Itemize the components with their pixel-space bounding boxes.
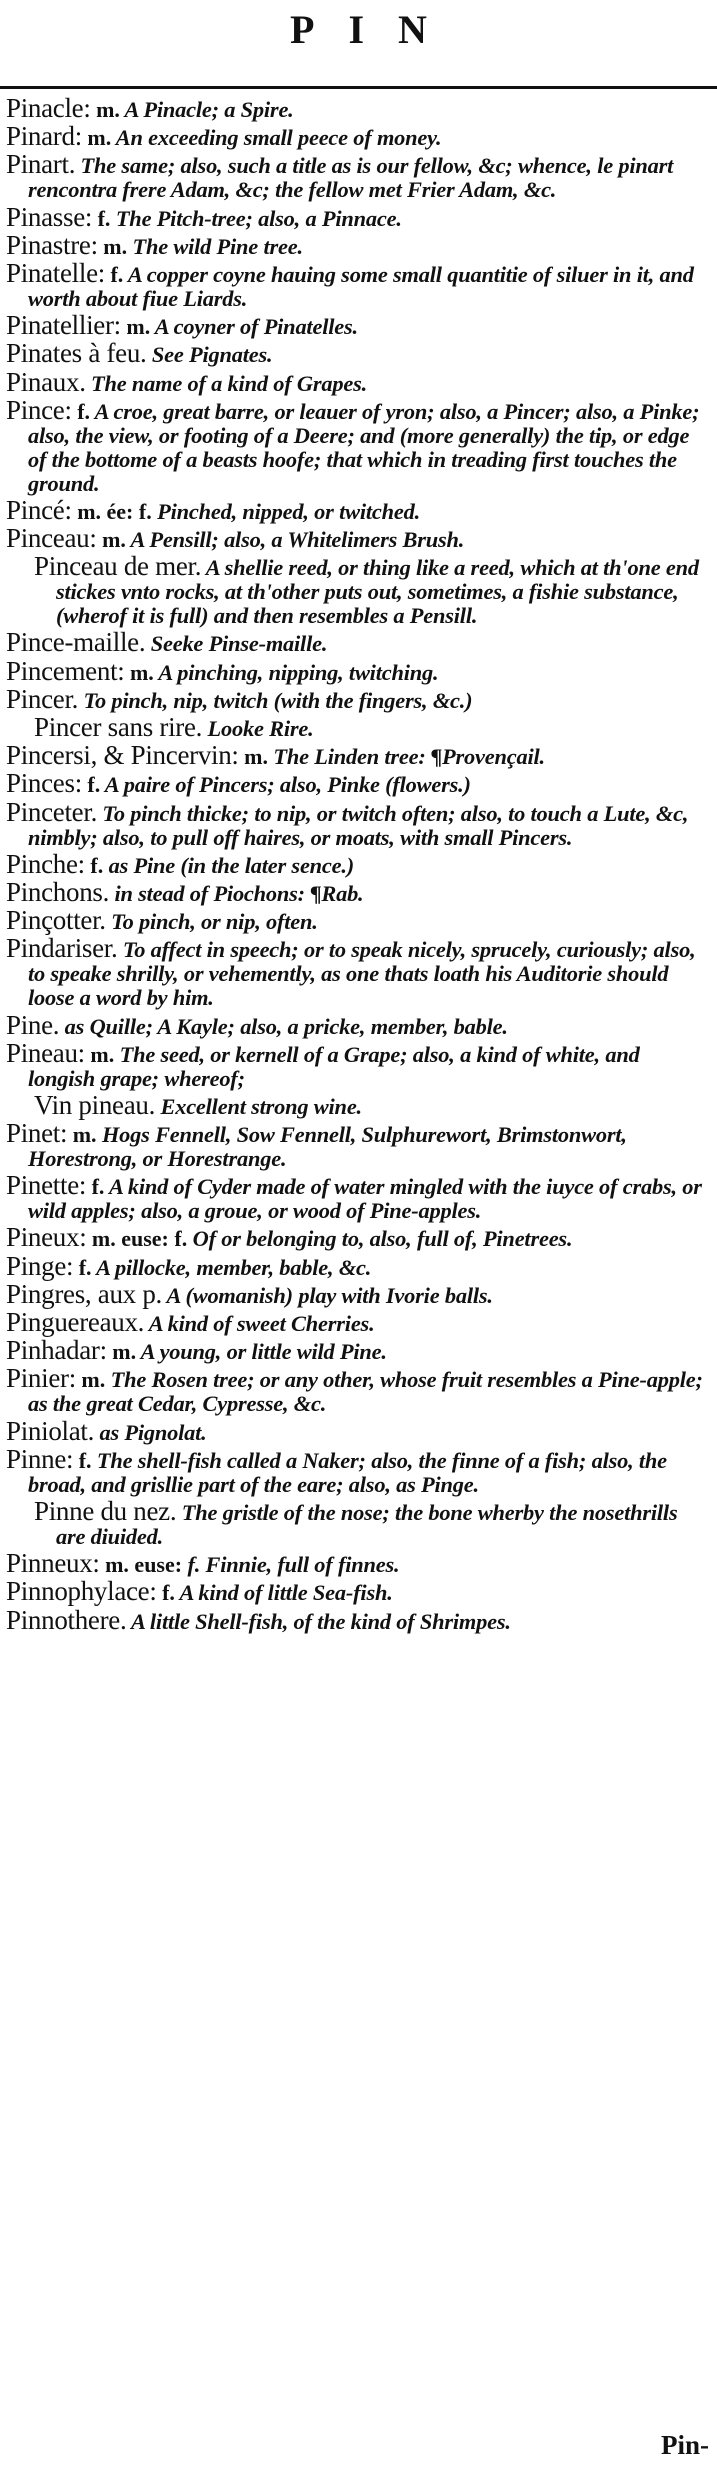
entry-definition: A Pinacle; a Spire. [119, 97, 294, 122]
entry-definition: The Rosen tree; or any other, whose fruit resembles a Pine-apple; as the great Cedar, Cypresse, &c. [28, 1367, 703, 1417]
entry-definition: The shell-fish called a Naker; also, the finne of a fish; also, the broad, and grisllie part of the eare; also, as Pinge. [28, 1447, 667, 1497]
dictionary-entry [6, 1335, 708, 1366]
entry-headword: Pinier: [6, 1363, 76, 1394]
entry-definition: f. Finnie, full of finnes. [182, 1552, 400, 1578]
dictionary-entry [6, 1250, 708, 1281]
dictionary-entry [6, 876, 708, 907]
entry-headword: Pinasse: [6, 201, 93, 232]
entry-headword: Pinhadar: [6, 1335, 107, 1366]
entry-headword: Pincement: [6, 655, 125, 686]
dictionary-entry [6, 1604, 708, 1635]
dictionary-entry [6, 1415, 708, 1446]
entry-definition: An exceeding small peece of money. [111, 125, 442, 151]
entry-headword: Pinet: [6, 1118, 68, 1149]
entry-definition: The Pitch-tree; also, a Pinnace. [110, 205, 402, 231]
page-title: PIN [290, 7, 461, 52]
entry-headword: Pinastre: [6, 229, 98, 260]
dictionary-entry [6, 523, 708, 554]
entry-grammar: f. [104, 261, 124, 287]
dictionary-entry [6, 933, 708, 1011]
entry-definition: as Pignolat. [94, 1419, 207, 1445]
catchword: Pin- [660, 2430, 709, 2460]
entry-definition: Excellent strong wine. [155, 1093, 362, 1119]
entry-definition: Seeke Pinse-maille. [145, 631, 328, 657]
entry-grammar: f. [156, 1580, 175, 1606]
dictionary-entry [6, 796, 708, 850]
entry-headword: Pinates à feu. [6, 338, 147, 369]
entry-definition: as Quille; A Kayle; also, a pricke, member, bable. [59, 1013, 508, 1039]
entry-headword: Pinneux: [6, 1548, 100, 1579]
entry-headword: Pince-maille. [6, 627, 146, 658]
entry-headword: Pinces: [6, 768, 82, 799]
entry-grammar: m. [67, 1122, 97, 1148]
entry-definition: A pinching, nipping, twitching. [153, 659, 439, 685]
entry-grammar: f. [84, 852, 104, 878]
dictionary-entry [6, 1363, 708, 1417]
entry-definition: as Pine (in the later sence.) [103, 852, 355, 878]
entry-headword: Pinatellier: [6, 310, 121, 341]
entry-grammar: m. [90, 97, 120, 122]
entry-definition: The name of a kind of Grapes. [85, 370, 367, 396]
dictionary-entry [6, 1443, 708, 1497]
dictionary-entry [6, 627, 708, 658]
dictionary-entry [6, 93, 708, 123]
entry-headword: Pinche: [6, 848, 85, 879]
dictionary-entry [6, 1170, 708, 1224]
entry-grammar: f. [92, 205, 111, 231]
entry-grammar: f. [71, 398, 91, 424]
entry-definition: A pillocke, member, bable, &c. [91, 1254, 372, 1280]
header-rule [0, 86, 717, 89]
dictionary-entry [6, 655, 708, 686]
entry-headword: Pinart. [6, 149, 76, 180]
entry-headword: Pinette: [6, 1170, 87, 1201]
entry-definition: Looke Rire. [202, 716, 314, 741]
entry-definition: A kind of little Sea-fish. [174, 1580, 393, 1606]
entry-definition: To pinch, nip, twitch (with the fingers, &c.) [78, 687, 473, 713]
entry-grammar: m. [96, 527, 126, 553]
entry-headword: Pinceau: [6, 523, 97, 554]
entry-definition: A paire of Pincers; also, Pinke (flowers.) [100, 772, 471, 798]
entry-headword: Pinceau de mer. [34, 551, 202, 582]
dictionary-entry [6, 310, 708, 341]
entry-grammar: m. [75, 1367, 106, 1393]
dictionary-entry [6, 1278, 708, 1309]
entry-definition: The same; also, such a title as is our fellow, &c; whence, le pinart rencontra frere Adam, &c; the fellow met Frier Adam, &c. [28, 153, 674, 203]
entry-headword: Pingres, aux p. [6, 1278, 162, 1309]
dictionary-entry [34, 1089, 708, 1120]
dictionary-entry [6, 848, 708, 879]
dictionary-entry [6, 338, 708, 369]
entry-definition: in stead of Piochons: ¶Rab. [109, 880, 364, 906]
entry-headword: Pinard: [6, 121, 82, 152]
dictionary-entry [34, 551, 708, 629]
entry-headword: Vin pineau. [34, 1089, 156, 1120]
dictionary-entry [6, 1307, 708, 1337]
entry-definition: A (womanish) play with Ivorie balls. [161, 1282, 493, 1308]
entry-grammar: m. [84, 1041, 115, 1067]
entry-headword: Pinge: [6, 1250, 74, 1281]
dictionary-entry [6, 229, 708, 260]
entry-definition: A kind of sweet Cherries. [144, 1311, 375, 1336]
entry-headword: Piniolat. [6, 1415, 95, 1446]
entry-grammar: m. [238, 744, 268, 770]
dictionary-entry [6, 366, 708, 397]
entry-headword: Pincer. [6, 683, 79, 714]
page-header [0, 0, 717, 84]
entry-headword: Pincersi, & Pincervin: [6, 740, 239, 771]
entry-headword: Pinne du nez. [34, 1495, 177, 1526]
entry-headword: Pinçotter. [6, 905, 106, 936]
dictionary-entry [6, 201, 708, 232]
entry-definition: The wild Pine tree. [127, 233, 303, 259]
dictionary-entry [6, 905, 708, 936]
entry-headword: Pinchons. [6, 876, 110, 907]
entry-grammar: m. [81, 125, 112, 151]
entry-definition: A coyner of Pinatelles. [150, 314, 358, 340]
entry-definition: A copper coyne hauing some small quantitie of siluer in it, and worth about fiue Liards. [28, 261, 694, 311]
entry-definition: A kind of Cyder made of water mingled with the iuyce of crabs, or wild apples; also, a groue, or wood of Pine-apples. [28, 1174, 702, 1224]
entry-grammar: f. [73, 1254, 92, 1280]
entry-grammar: m. [106, 1339, 137, 1365]
entry-headword: Pinnothere. [6, 1604, 127, 1635]
entry-definition: Pinched, nipped, or twitched. [151, 498, 420, 524]
entry-grammar: f. [86, 1174, 105, 1200]
entry-headword: Pincé: [6, 494, 72, 525]
entry-grammar: m. [97, 233, 128, 259]
dictionary-entry [6, 1037, 708, 1091]
entry-grammar: m. ée: f. [71, 498, 152, 524]
entry-definition: Of or belonging to, also, full of, Pinetrees. [187, 1226, 573, 1252]
entry-headword: Pinnophylace: [6, 1576, 157, 1607]
dictionary-entry [6, 1222, 708, 1253]
entry-definition: The seed, or kernell of a Grape; also, a kind of white, and longish grape; whereof; [28, 1041, 640, 1091]
entry-headword: Pinceter. [6, 796, 98, 827]
dictionary-entry [6, 149, 708, 203]
entry-list [6, 93, 708, 1636]
dictionary-entry [34, 712, 708, 742]
dictionary-entry [6, 768, 708, 799]
entry-headword: Pinacle: [6, 93, 91, 123]
entry-grammar: f. [73, 1447, 92, 1473]
entry-definition: A shellie reed, or thing like a reed, which at th'one end stickes vnto rocks, at th'other puts out, sometimes, a fishie substance, (wherof it is full) and then resembles a Pensill. [56, 555, 699, 629]
dictionary-entry [6, 740, 708, 771]
entry-definition: The gristle of the nose; the bone wherby the nosethrills are diuided. [56, 1499, 678, 1549]
entry-definition: To pinch thicke; to nip, or twitch often; also, to touch a Lute, &c, nimbly; also, to pull off haires, or moats, with small Pincers. [28, 800, 689, 850]
entry-headword: Pinguereaux. [6, 1307, 145, 1337]
dictionary-entry [6, 394, 708, 496]
entry-definition: To pinch, or nip, often. [105, 909, 318, 935]
dictionary-entry [6, 1118, 708, 1172]
dictionary-entry [6, 1576, 708, 1607]
entry-grammar: m. [124, 659, 154, 685]
entry-headword: Pincer sans rire. [34, 712, 203, 742]
entry-headword: Pinaux. [6, 366, 86, 397]
entry-headword: Pine. [6, 1009, 60, 1040]
dictionary-entry [6, 1548, 708, 1579]
entry-definition: A croe, great barre, or leauer of yron; also, a Pincer; also, a Pinke; also, the view, or footing of a Deere; and (more generally) the tip, or edge of the bottome of a beasts hoofe; that which in treading first touches the ground. [28, 398, 700, 496]
entry-definition: A little Shell-fish, of the kind of Shrimpes. [126, 1608, 511, 1634]
dictionary-entry [6, 257, 708, 311]
dictionary-entry [6, 1009, 708, 1040]
dictionary-entry [6, 121, 708, 152]
entry-definition: A Pensill; also, a Whitelimers Brush. [125, 527, 465, 553]
entry-definition: Hogs Fennell, Sow Fennell, Sulphurewort, Brimstonwort, Horestrong, or Horestrange. [28, 1122, 627, 1172]
dictionary-entry [6, 683, 708, 714]
entry-headword: Pineau: [6, 1037, 85, 1068]
entry-definition: To affect in speech; or to speak nicely, sprucely, curiously; also, to speake shrilly, or vehemently, as one thats loath his Auditorie should loose a word by him. [28, 937, 696, 1011]
entry-headword: Pinne: [6, 1443, 74, 1474]
dictionary-entry [6, 494, 708, 525]
entry-definition: A young, or little wild Pine. [136, 1339, 387, 1365]
entry-grammar: m. euse: [99, 1552, 183, 1578]
entry-definition: See Pignates. [146, 342, 273, 368]
entry-definition: The Linden tree: ¶Provençail. [267, 744, 545, 770]
entry-headword: Pineux: [6, 1222, 87, 1253]
entry-grammar: f. [81, 772, 101, 798]
entry-grammar: m. euse: f. [86, 1226, 188, 1252]
entry-headword: Pince: [6, 394, 72, 425]
entry-headword: Pinatelle: [6, 257, 105, 288]
dictionary-entry [34, 1495, 708, 1549]
entry-grammar: m. [120, 314, 151, 340]
entry-headword: Pindariser. [6, 933, 118, 964]
